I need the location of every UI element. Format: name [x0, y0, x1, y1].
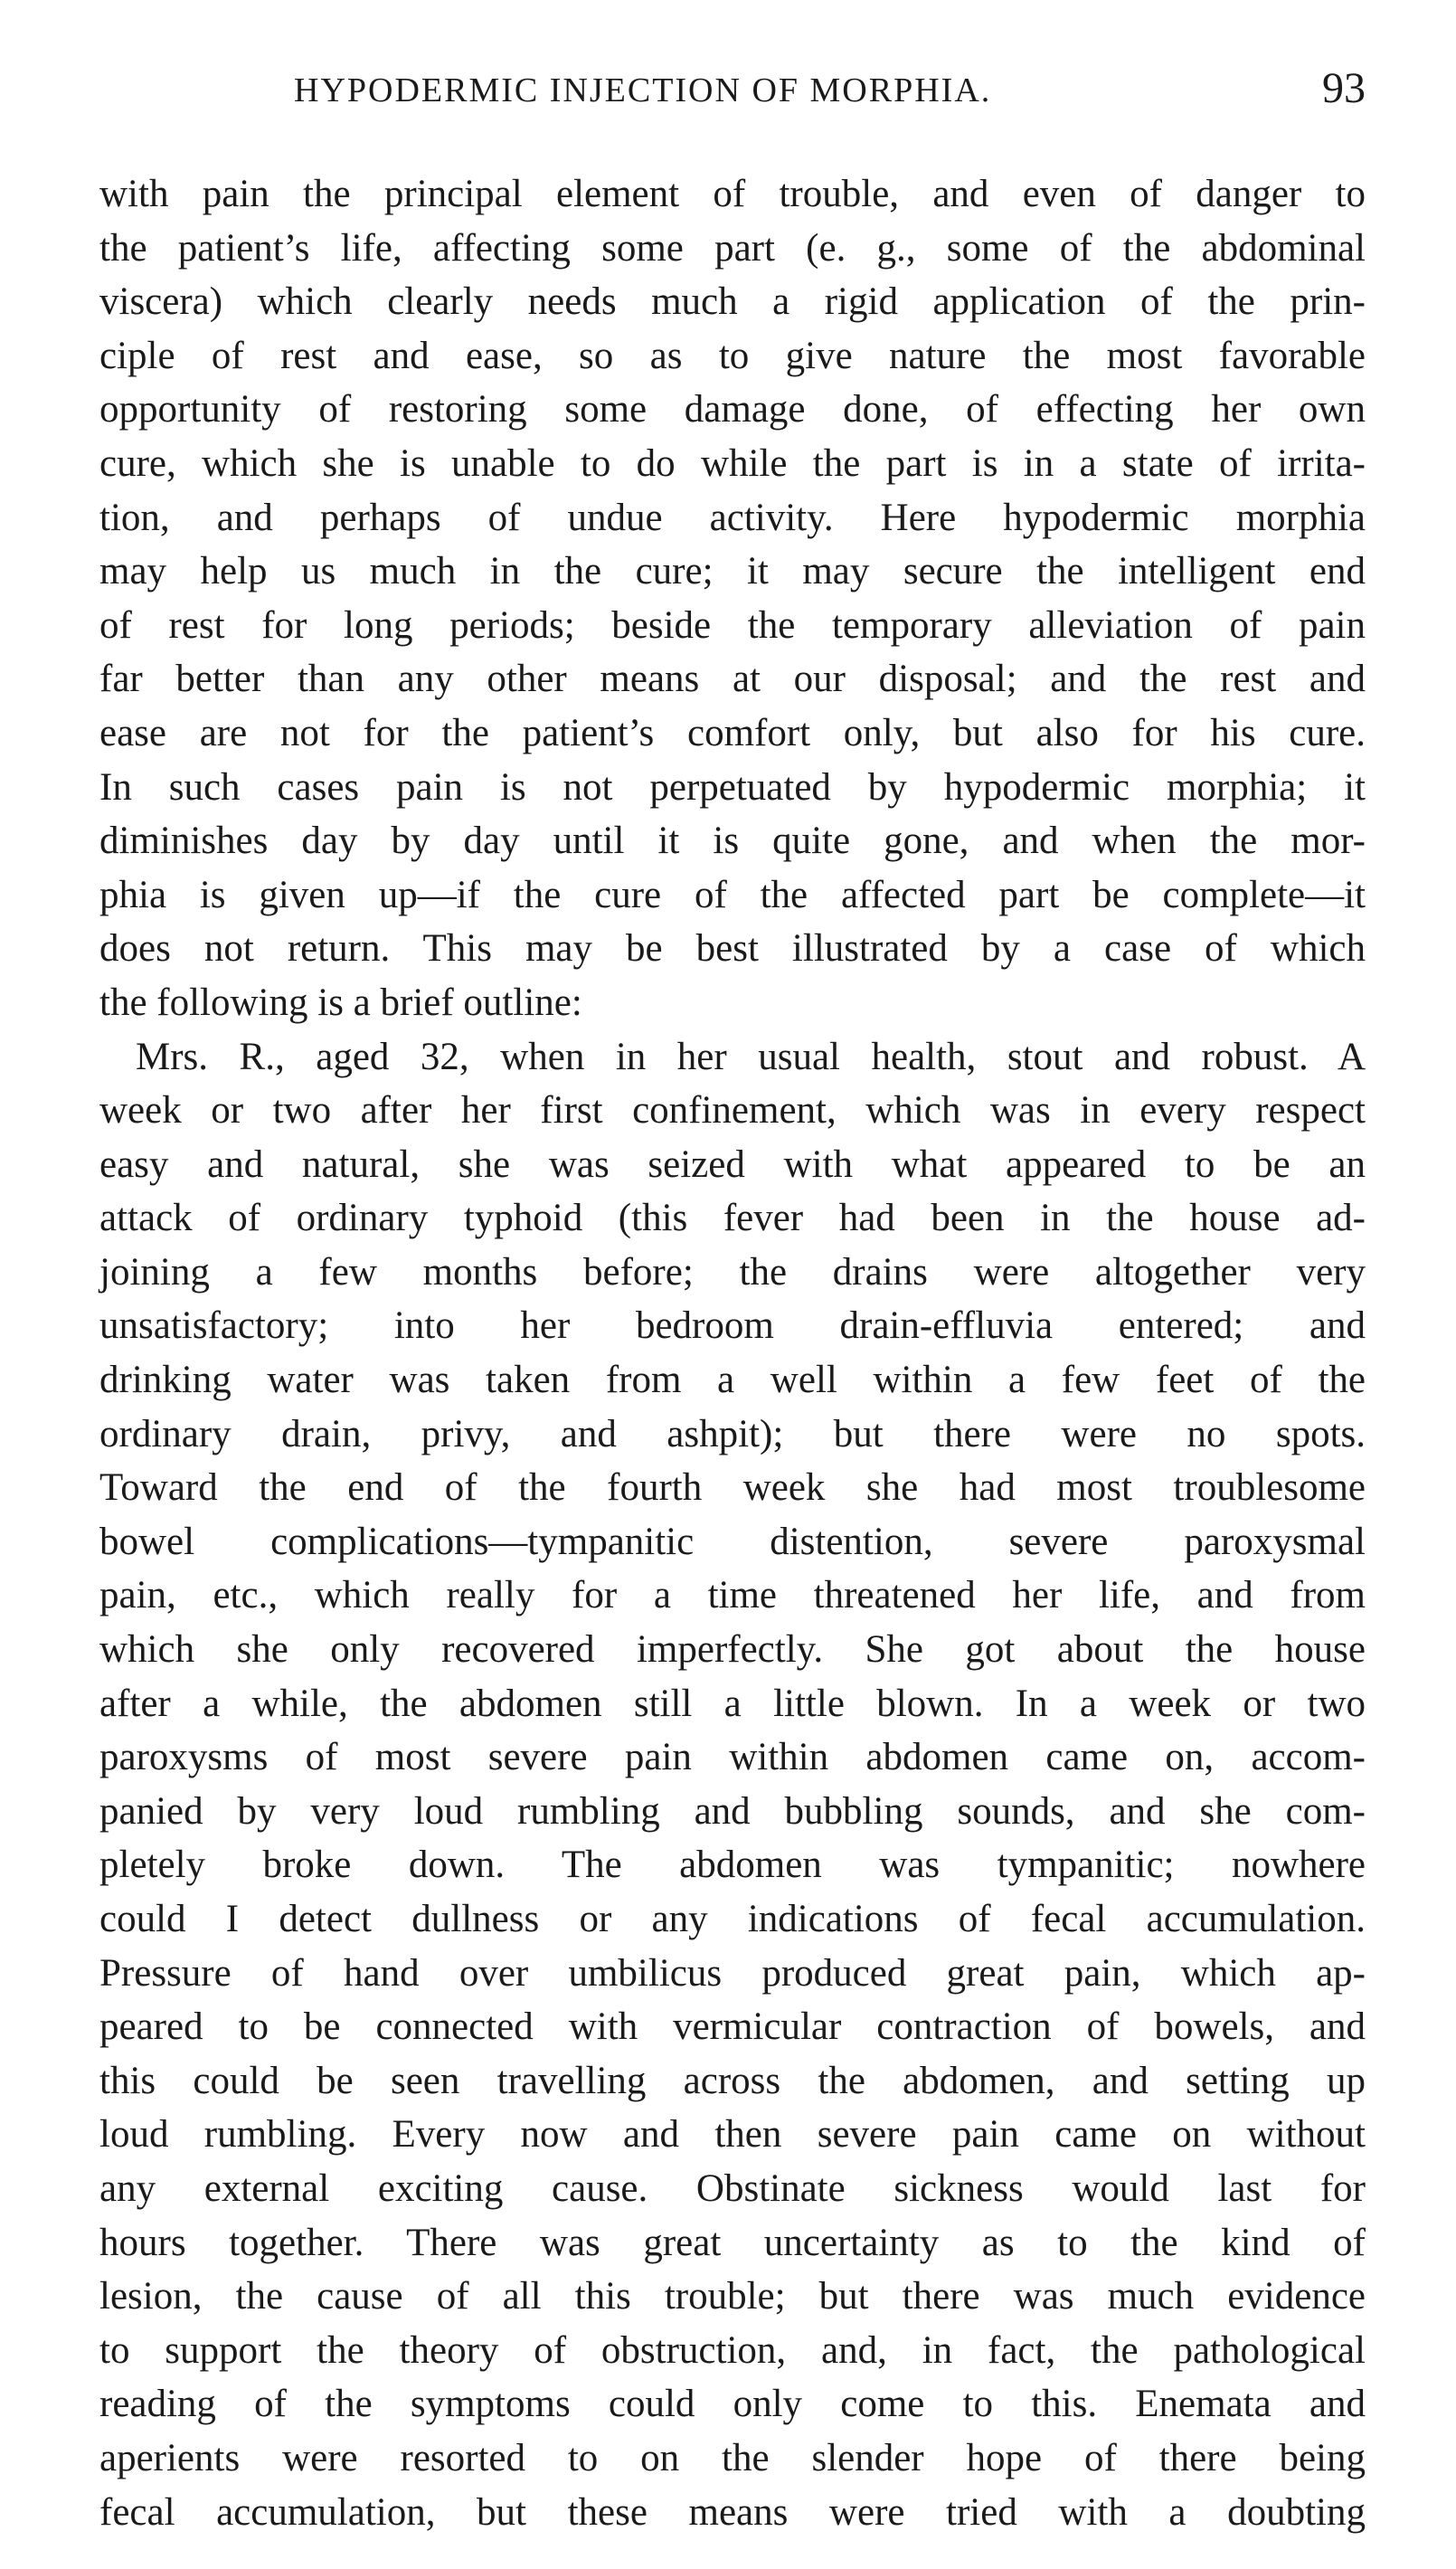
text-line: peared to be connected with vermicular contraction of bowels, and	[99, 2005, 1366, 2049]
text-line: ciple of rest and ease, so as to give nature the most favorable	[99, 334, 1366, 377]
text-line: attack of ordinary typhoid (this fever had been in the house ad-	[99, 1197, 1366, 1240]
text-line: any external exciting cause. Obstinate sickness would last for	[99, 2166, 1366, 2210]
text-line: with pain the principal element of trouble, and even of danger to	[99, 173, 1366, 215]
text-line: bowel complications—tympanitic distention, severe paroxysmal	[99, 1520, 1366, 1563]
text-line: easy and natural, she was seized with what appeared to be an	[99, 1142, 1366, 1186]
text-line: may help us much in the cure; it may secure the intelligent end	[99, 550, 1366, 593]
text-line: cure, which she is unable to do while the part is in a state of irrita-	[99, 441, 1366, 485]
text-line: to support the theory of obstruction, and, in fact, the pathological	[99, 2328, 1366, 2372]
text-line: fecal accumulation, but these means were tried with a doubting	[99, 2490, 1366, 2534]
text-line: In such cases pain is not perpetuated by hypodermic morphia; it	[99, 765, 1366, 809]
text-line: after a while, the abdomen still a little blown. In a week or two	[99, 1682, 1366, 1725]
text-line: ordinary drain, privy, and ashpit); but there were no spots.	[99, 1412, 1366, 1455]
text-line: panied by very loud rumbling and bubbling sounds, and she com-	[99, 1789, 1366, 1833]
text-line: this could be seen travelling across the abdomen, and setting up	[99, 2059, 1366, 2102]
page-header	[99, 63, 1366, 118]
text-line: Toward the end of the fourth week she had most troublesome	[99, 1466, 1366, 1510]
text-line: pain, etc., which really for a time threatened her life, and from	[99, 1574, 1366, 1617]
text-line: of rest for long periods; beside the temporary alleviation of pain	[99, 603, 1366, 647]
text-line: ease are not for the patient’s comfort only, but also for his cure.	[99, 711, 1366, 754]
text-line: Pressure of hand over umbilicus produced great pain, which ap-	[99, 1951, 1366, 1995]
text-line: which she only recovered imperfectly. She got about the house	[99, 1628, 1366, 1672]
text-line: Mrs. R., aged 32, when in her usual health, stout and robust. A	[136, 1035, 1366, 1078]
text-line: hours together. There was great uncertainty as to the kind of	[99, 2221, 1366, 2264]
text-line: drinking water was taken from a well within a few feet of the	[99, 1359, 1366, 1402]
text-line: week or two after her first confinement, which was in every respect	[99, 1089, 1366, 1133]
text-line: lesion, the cause of all this trouble; but there was much evidence	[99, 2275, 1366, 2318]
text-line: pletely broke down. The abdomen was tympanitic; nowhere	[99, 1844, 1366, 1887]
text-line: loud rumbling. Every now and then severe pain came on without	[99, 2113, 1366, 2157]
text-line: far better than any other means at our disposal; and the rest and	[99, 658, 1366, 701]
page-number: 93	[1322, 64, 1366, 112]
text-line: does not return. This may be best illustrated by a case of which	[99, 927, 1366, 971]
text-line: phia is given up—if the cure of the affected part be complete—it	[99, 873, 1366, 916]
text-line: the patient’s life, affecting some part (e. g., some of the abdominal	[99, 226, 1366, 270]
text-line: paroxysms of most severe pain within abdomen came on, accom-	[99, 1736, 1366, 1779]
text-line: tion, and perhaps of undue activity. Here hypodermic morphia	[99, 496, 1366, 539]
text-line: viscera) which clearly needs much a rigid application of the prin-	[99, 280, 1366, 324]
text-line: unsatisfactory; into her bedroom drain-effluvia entered; and	[99, 1304, 1366, 1348]
text-line: reading of the symptoms could only come to this. Enemata and	[99, 2383, 1366, 2426]
text-line: aperients were resorted to on the slender hope of there being	[99, 2436, 1366, 2479]
text-line: opportunity of restoring some damage done, of effecting her own	[99, 388, 1366, 431]
text-line: joining a few months before; the drains were altogether very	[99, 1250, 1366, 1294]
text-line: the following is a brief outline:	[99, 981, 582, 1024]
text-line: could I detect dullness or any indications of fecal accumulation.	[99, 1898, 1366, 1940]
text-line: diminishes day by day until it is quite gone, and when the mor-	[99, 820, 1366, 863]
running-title: HYPODERMIC INJECTION OF MORPHIA.	[294, 71, 992, 109]
body-text	[99, 167, 1366, 2539]
